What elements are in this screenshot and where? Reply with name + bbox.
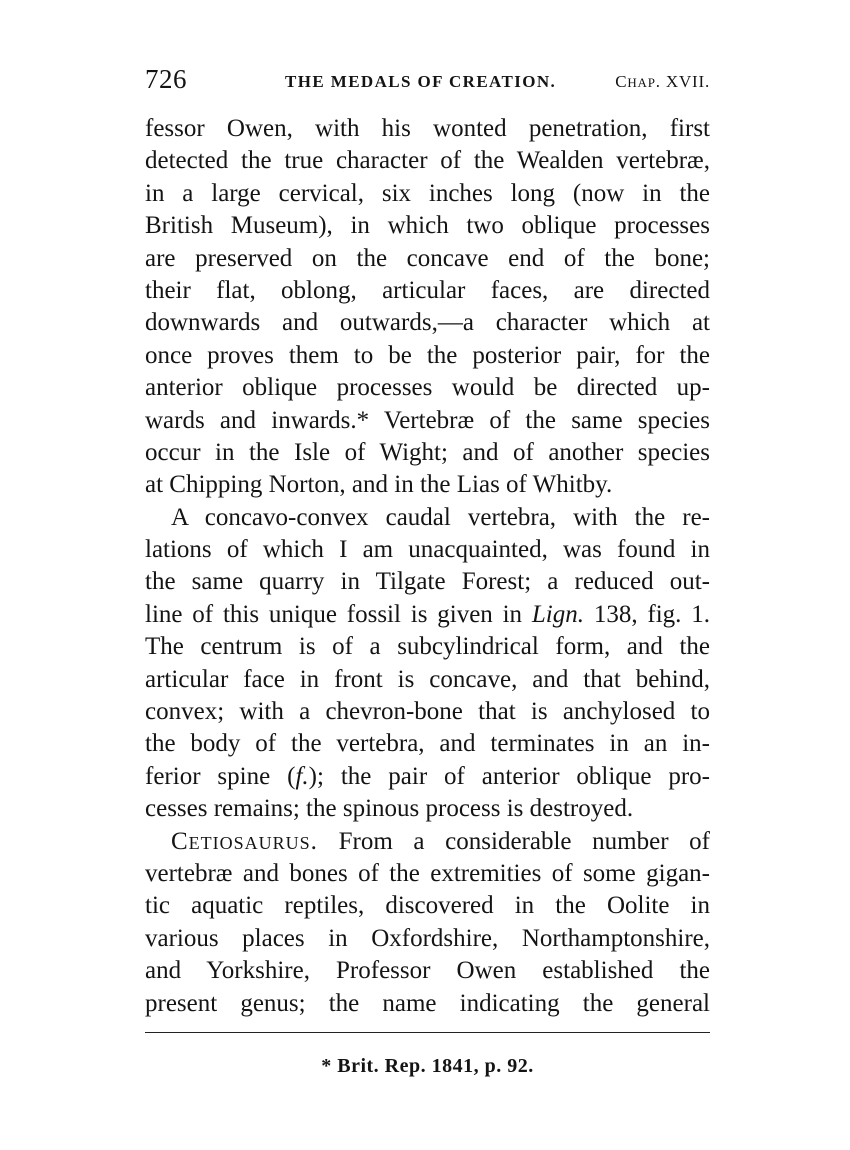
text-segment: ); the pair of anterior oblique pro- bbox=[308, 762, 710, 790]
text-line: detected the true character of the Wealden vertebræ, bbox=[145, 147, 710, 175]
text-segment: From a considerable number of bbox=[317, 827, 710, 855]
text-line: various places in Oxfordshire, Northamptonshire, bbox=[145, 924, 710, 952]
text-line: present genus; the name indicating the general bbox=[145, 989, 710, 1017]
text-line: articular face in front is concave, and that behind, bbox=[145, 665, 710, 693]
text-segment: ferior spine ( bbox=[145, 762, 296, 790]
text-line: are preserved on the concave end of the bone; bbox=[145, 244, 710, 272]
text-line: their flat, oblong, articular faces, are directed bbox=[145, 276, 710, 304]
running-title: THE MEDALS OF CREATION. bbox=[285, 72, 557, 91]
italic-text: f. bbox=[295, 762, 309, 790]
text-segment: 138, fig. 1. bbox=[584, 600, 710, 628]
text-line-footnote-ref: wards and inwards.* Vertebræ of the same species bbox=[145, 406, 710, 434]
text-line: the body of the vertebra, and terminates in an in- bbox=[145, 730, 710, 758]
text-line: lations of which I am unacquainted, was found in bbox=[145, 536, 710, 564]
running-header bbox=[145, 64, 710, 98]
text-line: tic aquatic reptiles, discovered in the Oolite in bbox=[145, 892, 710, 920]
text-line: occur in the Isle of Wight; and of another species bbox=[145, 438, 710, 466]
page-number: 726 bbox=[145, 64, 187, 94]
text-segment: line of this unique fossil is given in bbox=[145, 600, 532, 628]
footnote: * Brit. Rep. 1841, p. 92. bbox=[321, 1055, 534, 1077]
chapter-label bbox=[615, 72, 710, 92]
text-line: and Yorkshire, Professor Owen established the bbox=[145, 957, 710, 985]
text-line-paragraph-end: cesses remains; the spinous process is destroyed. bbox=[145, 795, 634, 823]
chapter-label-number: . XVII. bbox=[655, 72, 710, 91]
text-line: once proves them to be the posterior pair, for the bbox=[145, 341, 710, 369]
footnote-divider bbox=[145, 1032, 710, 1033]
body-text bbox=[145, 113, 710, 1020]
text-line: anterior oblique processes would be directed up- bbox=[145, 374, 710, 402]
section-heading-cetiosaurus: Cetiosaurus. bbox=[171, 827, 318, 855]
text-line-figure-ref bbox=[145, 599, 710, 631]
chapter-label-initial: C bbox=[615, 72, 628, 91]
chapter-label-smallcaps: HAP bbox=[627, 75, 656, 90]
text-line-paragraph-end: at Chipping Norton, and in the Lias of Whitby. bbox=[145, 471, 613, 499]
text-line: vertebræ and bones of the extremities of some gigan- bbox=[145, 859, 710, 887]
text-line: in a large cervical, six inches long (now in the bbox=[145, 179, 710, 207]
text-line: fessor Owen, with his wonted penetration, first bbox=[145, 115, 710, 142]
text-line: the same quarry in Tilgate Forest; a reduced out- bbox=[145, 568, 710, 596]
text-line: The centrum is of a subcylindrical form, and the bbox=[145, 633, 710, 661]
text-line: convex; with a chevron-bone that is anchylosed to bbox=[145, 698, 710, 726]
text-line-italic-ref bbox=[145, 761, 710, 793]
text-line: British Museum), in which two oblique processes bbox=[145, 212, 710, 240]
text-line-section-start bbox=[145, 826, 710, 858]
text-line: downwards and outwards,—a character which at bbox=[145, 309, 710, 337]
italic-text: Lign. bbox=[531, 600, 584, 628]
text-line-paragraph-start: A concavo-convex caudal vertebra, with the re- bbox=[171, 503, 710, 531]
